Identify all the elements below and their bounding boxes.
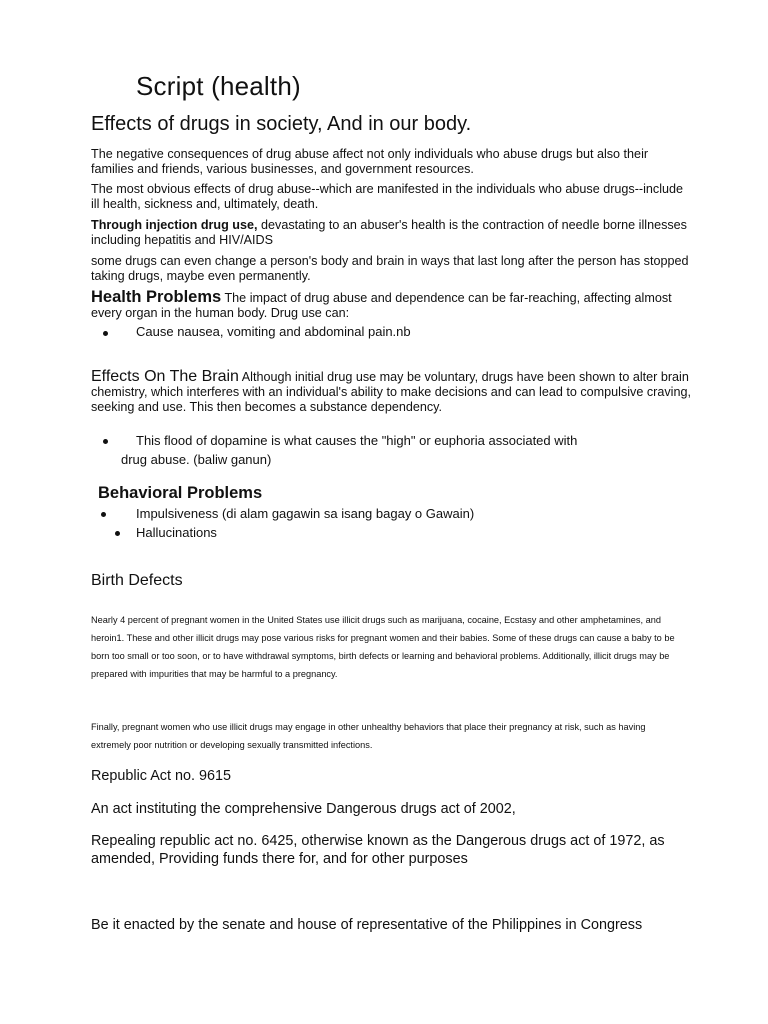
- birth-defects-heading: Birth Defects: [91, 572, 183, 589]
- bullet-dot: [103, 439, 108, 444]
- behavioral-bullet-1: Impulsiveness (di alam gagawin sa isang bagay o Gawain): [136, 506, 475, 521]
- bullet-dot: [115, 531, 120, 536]
- injection-bold-phrase: Through injection drug use,: [91, 218, 258, 232]
- section-brain: [91, 369, 691, 415]
- brain-heading: Effects On The Brain: [91, 368, 239, 385]
- behavioral-bullet-2: Hallucinations: [136, 525, 217, 540]
- paragraph-injection: [91, 218, 691, 248]
- health-problems-text: The impact of drug abuse and dependence can be far-reaching, affecting almost every organ in the human body. Drug use can:: [91, 291, 672, 320]
- republic-act-line1: An act instituting the comprehensive Dangerous drugs act of 2002,: [91, 801, 516, 817]
- paragraph-obvious-effects: The most obvious effects of drug abuse--which are manifested in the individuals who abuse drugs--include ill health, sickness and, ultimately, death.: [91, 182, 683, 211]
- section-health-problems: [91, 290, 691, 321]
- birth-defects-paragraph-2: Finally, pregnant women who use illicit drugs may engage in other unhealthy behaviors that place their pregnancy at risk, such as having extremely poor nutrition or developing sexually transmitted infections.: [91, 722, 646, 750]
- brain-text: Although initial drug use may be voluntary, drugs have been shown to alter brain chemistry, which interferes with an individual's ability to make decisions and can lead to compulsive craving, seeking and use. This then becomes a substance dependency.: [91, 370, 691, 414]
- bullet-dot: [103, 331, 108, 336]
- birth-defects-paragraph-1: Nearly 4 percent of pregnant women in the United States use illicit drugs such as marijuana, cocaine, Ecstasy and other amphetamines, and heroin1. These and other illicit drugs may pose various risks for pregnant women and their babies. Some of these drugs can cause a baby to be born too small or too soon, or to have withdrawal symptoms, birth defects or learning and behavioral problems. Additionally, illicit drugs may be prepared with impurities that may be harmful to a pregnancy.: [91, 615, 675, 679]
- page-title: Script (health): [136, 71, 301, 101]
- republic-act-line3: Be it enacted by the senate and house of representative of the Philippines in Congress: [91, 917, 643, 933]
- republic-act-line2: Repealing republic act no. 6425, otherwise known as the Dangerous drugs act of 1972, as amended, Providing funds there for, and for other purposes: [91, 833, 665, 867]
- republic-act-heading: Republic Act no. 9615: [91, 768, 232, 784]
- paragraph-consequences: The negative consequences of drug abuse affect not only individuals who abuse drugs but also their families and friends, various businesses, and government resources.: [91, 147, 649, 176]
- bullet-dot: [101, 512, 106, 517]
- behavioral-heading: Behavioral Problems: [98, 484, 263, 502]
- injection-text: devastating to an abuser's health is the contraction of needle borne illnesses including hepatitis and HIV/AIDS: [91, 218, 687, 247]
- page-subtitle: Effects of drugs in society, And in our body.: [91, 113, 472, 135]
- brain-bullet-line1: This flood of dopamine is what causes the "high" or euphoria associated with: [136, 433, 578, 448]
- paragraph-permanent-change: some drugs can even change a person's body and brain in ways that last long after the person has stopped taking drugs, maybe even permanently.: [91, 254, 689, 283]
- health-bullet-1: Cause nausea, vomiting and abdominal pain.nb: [136, 324, 411, 339]
- health-problems-heading: Health Problems: [91, 288, 222, 306]
- brain-bullet-line2: drug abuse. (baliw ganun): [121, 452, 272, 467]
